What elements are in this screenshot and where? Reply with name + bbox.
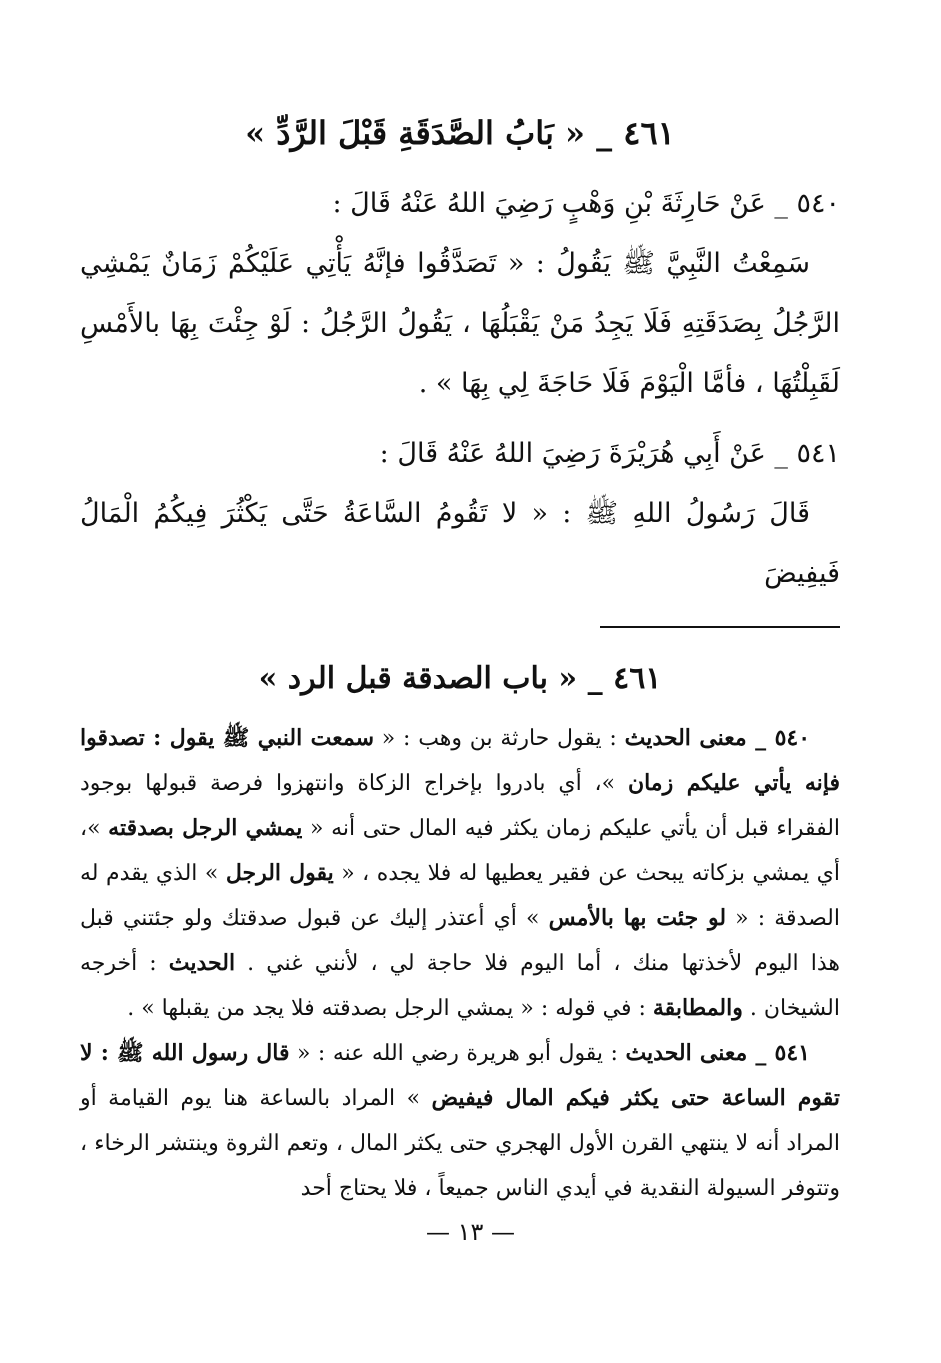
commentary-bold-text: يمشي الرجل بصدقته <box>108 815 303 841</box>
page-number: — ١٣ — <box>425 1218 516 1246</box>
book-page <box>80 110 840 1211</box>
commentary-text: : يقول أبو هريرة رضي الله عنه : « <box>296 1041 618 1066</box>
commentary-text: » الذي يقدم له الصدقة : « <box>80 861 840 931</box>
commentary-text: » أي أعتذر إليك عن قبول صدقتك ولو جئتني قبل هذا اليوم لأخذتها منك ، أما اليوم فلا حاجة لي ، لأنني غني . <box>80 906 840 976</box>
commentary-540 <box>80 716 840 1031</box>
commentary-541-number: ٥٤١ _ معنى الحديث <box>625 1040 810 1066</box>
hadith-540-matn: سَمِعْتُ النَّبِيَّ ﷺ يَقُولُ : « تَصَدَّقُوا فإنَّهُ يَأْتِي عَلَيْكُمْ زَمَانٌ يَمْشِي الرَّجُلُ بِصَدَقَتِهِ فَلَا يَجِدُ مَنْ يَقْبَلُهَا ، يَقُولُ الرَّجُلُ : لَوْ جِئْتَ بِهَا بالأَمْسِ لَقَبِلْتُهَا ، فأمَّا الْيَوْمَ فَلَا حَاجَةَ لِي بِهَا » . <box>80 248 840 399</box>
commentary-block <box>80 716 840 1211</box>
commentary-bold-text: الحديث <box>168 950 236 976</box>
commentary-title: ٤٦١ _ « باب الصدقة قبل الرد » <box>258 661 662 696</box>
commentary-text: » المراد بالساعة هنا يوم القيامة أو المراد أنه لا ينتهي القرن الأول الهجري حتى يكثر المال ، وتعم الثروة وينتشر الرخاء ، وتتوفر السيولة النقدية في أيدي الناس جميعاً ، فلا يحتاج أحد <box>80 1086 841 1201</box>
hadith-541-isnad: ٥٤١ _ عَنْ أَبِي هُرَيْرَةَ رَضِيَ اللهُ عَنْهُ قَالَ : <box>379 438 840 469</box>
commentary-text: : يقول حارثة بن وهب : « <box>381 726 617 751</box>
commentary-bold-text: قال رسول الله ﷺ : لا تقوم الساعة حتى يكثر فيكم المال فيفيض <box>80 1040 841 1111</box>
commentary-541 <box>80 1031 840 1211</box>
section-divider <box>600 626 840 628</box>
hadith-text-block <box>80 174 840 604</box>
hadith-540-isnad: ٥٤٠ _ عَنْ حَارِثَةَ بْنِ وَهْبٍ رَضِيَ اللهُ عَنْهُ قَالَ : <box>332 188 840 219</box>
commentary-bold-text: لو جئت بها بالأمس <box>548 905 727 931</box>
commentary-bold-text: والمطابقة <box>652 995 743 1021</box>
chapter-title: ٤٦١ _ « بَابُ الصَّدَقَةِ قَبْلَ الرَّدِّ » <box>245 114 675 152</box>
commentary-text: : أخرجه الشيخان . <box>80 951 840 1021</box>
commentary-540-number: ٥٤٠ _ معنى الحديث <box>624 725 811 751</box>
commentary-text: »، أي بادروا بإخراج الزكاة وانتهزوا فرصة قبولها بوجود الفقراء قبل أن يأتي عليكم زمان يكثر فيه المال حتى أنه « <box>80 771 841 841</box>
hadith-541-matn: قَالَ رَسُولُ اللهِ ﷺ : « لا تَقُومُ السَّاعَةُ حَتَّى يَكْثُرَ فِيكُمُ الْمَالُ فَيفِيضَ <box>80 498 840 589</box>
commentary-bold-text: سمعت النبي ﷺ يقول : تصدقوا فإنه يأتي عليكم زمان <box>80 725 840 796</box>
commentary-text: »، أي يمشي بزكاته يبحث عن فقير يعطيها له فلا يجده ، « <box>80 816 840 886</box>
commentary-bold-text: يقول الرجل <box>225 860 334 886</box>
commentary-text: : في قوله : « يمشي الرجل بصدقته فلا يجد من يقبلها » . <box>127 996 646 1021</box>
